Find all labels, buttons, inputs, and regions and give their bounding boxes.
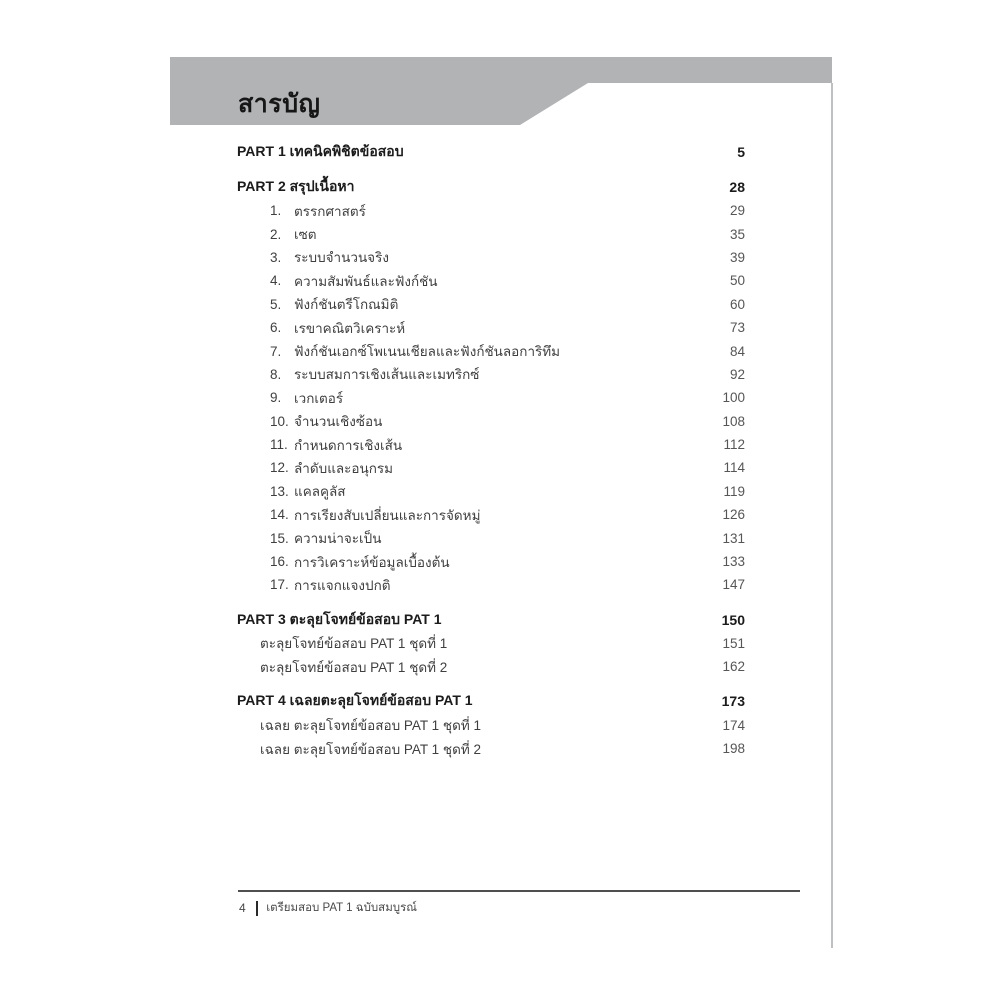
item-label: ตะลุยโจทย์ข้อสอบ PAT 1 ชุดที่ 2 xyxy=(260,659,448,675)
toc-item-row xyxy=(237,386,745,409)
item-page-number: 126 xyxy=(722,507,745,523)
part-label: PART 3 ตะลุยโจทย์ข้อสอบ PAT 1 xyxy=(237,610,442,627)
item-number: 14. xyxy=(270,507,289,523)
item-number: 10. xyxy=(270,413,289,429)
toc-section xyxy=(237,608,745,679)
toc-item-row xyxy=(237,269,745,292)
toc-item-row xyxy=(237,526,745,549)
item-number: 2. xyxy=(270,226,282,242)
toc xyxy=(237,140,745,760)
part-page-number: 150 xyxy=(721,611,745,628)
item-number: 12. xyxy=(270,460,289,476)
item-label: ระบบสมการเชิงเส้นและเมทริกซ์ xyxy=(294,367,480,383)
part-label: PART 2 สรุปเนื้อหา xyxy=(237,178,355,194)
item-label: แคลคูลัส xyxy=(294,484,346,500)
item-page-number: 131 xyxy=(722,530,745,546)
toc-item-row xyxy=(237,573,745,596)
item-page-number: 198 xyxy=(722,741,745,756)
part-page-number: 5 xyxy=(737,144,745,160)
toc-item-row xyxy=(237,550,745,573)
toc-item-row xyxy=(237,713,745,736)
item-page-number: 147 xyxy=(722,577,745,593)
item-page-number: 92 xyxy=(729,366,745,382)
item-page-number: 108 xyxy=(722,413,745,429)
footer-book-title: เตรียมสอบ PAT 1 ฉบับสมบูรณ์ xyxy=(266,902,417,914)
toc-part-row xyxy=(237,140,745,164)
item-page-number: 174 xyxy=(722,717,745,733)
toc-item-row xyxy=(237,199,745,222)
item-label: การวิเคราะห์ข้อมูลเบื้องต้น xyxy=(294,554,450,570)
item-page-number: 29 xyxy=(729,203,745,219)
item-label: เวกเตอร์ xyxy=(294,390,344,406)
part-label: PART 1 เทคนิคพิชิตข้อสอบ xyxy=(237,143,404,159)
item-number: 13. xyxy=(270,483,289,499)
toc-item-row xyxy=(237,655,745,678)
toc-item-row xyxy=(237,246,745,269)
item-number: 5. xyxy=(270,296,282,312)
toc-item-row xyxy=(237,293,745,316)
item-page-number: 73 xyxy=(729,320,745,336)
item-page-number: 112 xyxy=(723,437,745,453)
item-label: กำหนดการเชิงเส้น xyxy=(294,437,403,453)
item-page-number: 35 xyxy=(729,226,745,242)
footer-rule xyxy=(238,890,800,892)
footer-page-number: 4 xyxy=(239,901,246,915)
part-page-number: 28 xyxy=(729,179,745,195)
toc-section xyxy=(237,140,745,164)
item-number: 8. xyxy=(270,366,282,382)
item-label: ฟังก์ชันตรีโกณมิติ xyxy=(294,297,399,313)
item-number: 17. xyxy=(270,577,289,593)
item-label: ลำดับและอนุกรม xyxy=(294,460,394,476)
item-page-number: 119 xyxy=(723,483,745,499)
toc-section xyxy=(237,689,745,760)
item-label: ระบบจำนวนจริง xyxy=(294,250,389,266)
item-page-number: 133 xyxy=(722,554,745,570)
toc-part-row xyxy=(237,689,745,713)
item-page-number: 114 xyxy=(723,460,745,476)
toc-item-row xyxy=(237,410,745,433)
toc-part-row xyxy=(237,175,745,199)
toc-item-row xyxy=(237,339,745,362)
footer-divider-bar xyxy=(256,901,259,916)
part-label: PART 4 เฉลยตะลุยโจทย์ข้อสอบ PAT 1 xyxy=(237,692,473,709)
item-page-number: 50 xyxy=(729,273,745,289)
footer xyxy=(239,899,417,917)
item-label: ความสัมพันธ์และฟังก์ชัน xyxy=(294,273,438,289)
item-number: 1. xyxy=(270,203,282,219)
item-page-number: 162 xyxy=(722,659,745,675)
toc-section xyxy=(237,175,745,597)
item-label: เซต xyxy=(294,227,317,243)
toc-item-row xyxy=(237,480,745,503)
item-label: ตะลุยโจทย์ข้อสอบ PAT 1 ชุดที่ 1 xyxy=(260,636,448,652)
item-number: 16. xyxy=(270,554,289,570)
toc-item-row xyxy=(237,433,745,456)
item-number: 3. xyxy=(270,249,282,265)
toc-item-row xyxy=(237,632,745,655)
toc-item-row xyxy=(237,737,745,760)
item-label: ฟังก์ชันเอกซ์โพเนนเชียลและฟังก์ชันลอการิทึม xyxy=(294,344,561,360)
item-label: ความน่าจะเป็น xyxy=(294,531,382,547)
item-number: 7. xyxy=(270,343,282,359)
item-page-number: 151 xyxy=(722,635,745,651)
part-page-number: 173 xyxy=(721,693,745,710)
item-number: 11. xyxy=(270,437,288,453)
item-page-number: 84 xyxy=(729,343,745,359)
page-edge-line xyxy=(831,83,833,948)
item-number: 9. xyxy=(270,390,282,406)
item-page-number: 100 xyxy=(722,390,745,406)
item-label: จำนวนเชิงซ้อน xyxy=(294,414,383,430)
item-number: 4. xyxy=(270,273,282,289)
item-label: เฉลย ตะลุยโจทย์ข้อสอบ PAT 1 ชุดที่ 2 xyxy=(260,741,482,757)
toc-item-row xyxy=(237,316,745,339)
item-label: การแจกแจงปกติ xyxy=(294,577,391,593)
toc-item-row xyxy=(237,363,745,386)
page-title: สารบัญ xyxy=(238,90,321,118)
toc-item-row xyxy=(237,503,745,526)
toc-item-row xyxy=(237,456,745,479)
toc-item-row xyxy=(237,222,745,245)
item-label: เฉลย ตะลุยโจทย์ข้อสอบ PAT 1 ชุดที่ 1 xyxy=(260,718,482,734)
item-page-number: 60 xyxy=(729,296,745,312)
item-label: การเรียงสับเปลี่ยนและการจัดหมู่ xyxy=(294,507,481,523)
item-label: ตรรกศาสตร์ xyxy=(294,203,366,219)
item-page-number: 39 xyxy=(729,249,745,265)
item-number: 6. xyxy=(270,320,282,336)
toc-part-row xyxy=(237,608,745,632)
item-label: เรขาคณิตวิเคราะห์ xyxy=(294,320,406,336)
item-number: 15. xyxy=(270,530,289,546)
